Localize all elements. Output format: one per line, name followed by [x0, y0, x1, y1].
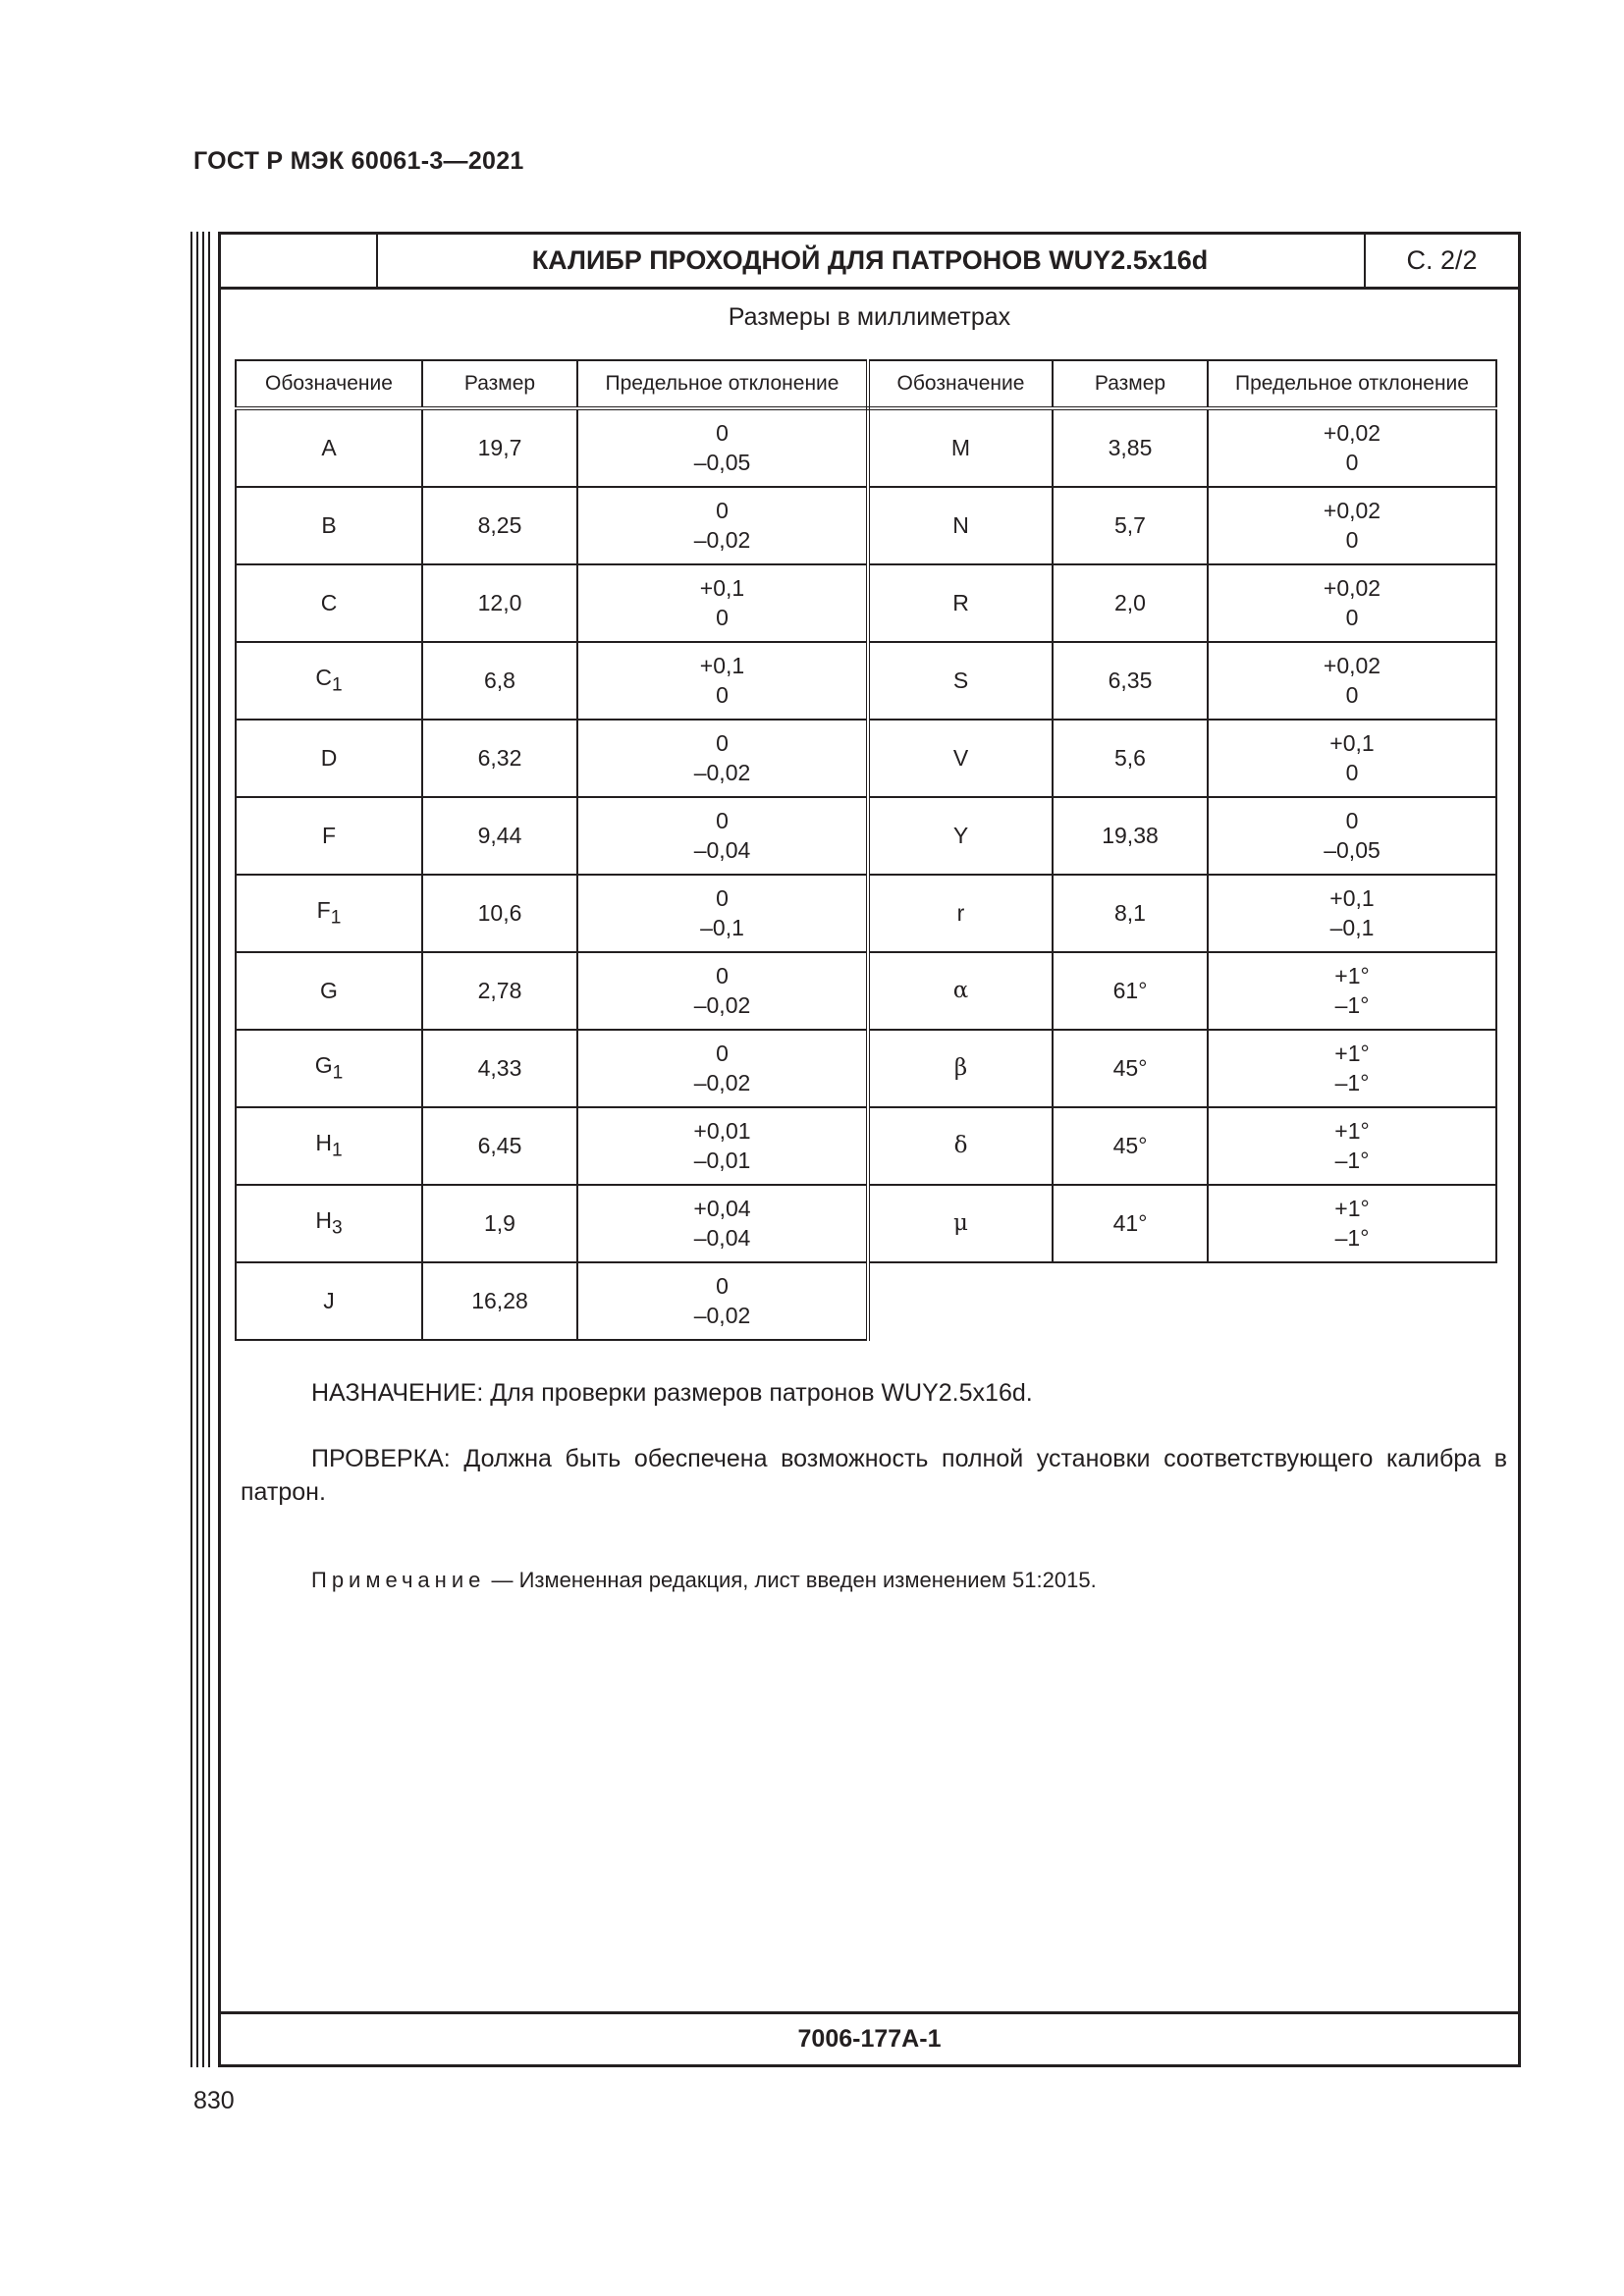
empty-cell: [868, 1262, 1496, 1340]
symbol-cell: N: [868, 487, 1053, 564]
tolerance-cell: [1208, 642, 1496, 720]
size-cell: 45°: [1053, 1107, 1208, 1185]
lower-deviation: 0: [716, 604, 729, 630]
lower-deviation: 0: [1345, 759, 1359, 785]
symbol-cell: [236, 564, 422, 642]
document-header: ГОСТ Р МЭК 60061-3—2021: [193, 147, 524, 175]
size-cell: 16,28: [422, 1262, 577, 1340]
symbol-cell: R: [868, 564, 1053, 642]
upper-deviation: 0: [716, 962, 729, 988]
table-row: [236, 720, 1496, 797]
tolerance-cell: [1208, 1185, 1496, 1262]
size-cell: 9,44: [422, 797, 577, 875]
lower-deviation: –0,02: [693, 759, 751, 785]
upper-deviation: +0,1: [699, 574, 745, 601]
size-cell: 19,7: [422, 408, 577, 487]
tolerance-cell: [1208, 564, 1496, 642]
sheet-frame: [218, 232, 1521, 2067]
dimensions-table: [235, 359, 1497, 1341]
upper-deviation: +0,1: [1329, 884, 1375, 911]
upper-deviation: 0: [716, 1272, 729, 1299]
note-text: — Измененная редакция, лист введен изменением 51:2015.: [485, 1568, 1097, 1592]
size-cell: 3,85: [1053, 408, 1208, 487]
tolerance-cell: [577, 797, 868, 875]
upper-deviation: +0,02: [1323, 652, 1381, 678]
upper-deviation: +0,02: [1323, 574, 1381, 601]
symbol: B: [321, 511, 337, 538]
upper-deviation: 0: [1345, 807, 1359, 833]
upper-deviation: +1°: [1334, 1195, 1370, 1221]
table-row: [236, 408, 1496, 487]
lower-deviation: –0,04: [693, 836, 751, 863]
symbol-subscript: 1: [331, 1140, 343, 1161]
tolerance-cell: [577, 487, 868, 564]
symbol-cell: [236, 720, 422, 797]
size-cell: 6,35: [1053, 642, 1208, 720]
tolerance-cell: [1208, 1030, 1496, 1107]
table-row: [236, 1185, 1496, 1262]
lower-deviation: –0,05: [1324, 836, 1380, 863]
table-row: [236, 642, 1496, 720]
symbol-subscript: 1: [331, 674, 343, 696]
lower-deviation: 0: [1345, 449, 1359, 475]
size-cell: 10,6: [422, 875, 577, 952]
lower-deviation: –1°: [1334, 1069, 1370, 1095]
lower-deviation: –0,02: [693, 991, 751, 1018]
size-cell: 8,25: [422, 487, 577, 564]
size-cell: 6,8: [422, 642, 577, 720]
upper-deviation: +1°: [1334, 1117, 1370, 1144]
column-header: Обозначение: [236, 360, 422, 408]
symbol: H: [315, 1129, 332, 1155]
tolerance-cell: [1208, 875, 1496, 952]
symbol-cell: β: [868, 1030, 1053, 1107]
symbol-subscript: 1: [332, 1062, 344, 1084]
page-number: 830: [193, 2087, 235, 2114]
size-cell: 6,32: [422, 720, 577, 797]
symbol: H: [315, 1206, 332, 1233]
table-header-row: [236, 360, 1496, 408]
column-header: Обозначение: [868, 360, 1053, 408]
symbol-cell: Y: [868, 797, 1053, 875]
size-cell: 1,9: [422, 1185, 577, 1262]
upper-deviation: 0: [716, 1040, 729, 1066]
symbol-cell: [236, 875, 422, 952]
table-row: [236, 1030, 1496, 1107]
upper-deviation: +1°: [1334, 1040, 1370, 1066]
upper-deviation: 0: [716, 729, 729, 756]
column-header: Предельное отклонение: [577, 360, 868, 408]
symbol-cell: [236, 1262, 422, 1340]
upper-deviation: 0: [716, 497, 729, 523]
table-row: [236, 1262, 1496, 1340]
tolerance-cell: [577, 408, 868, 487]
symbol: J: [323, 1287, 335, 1313]
symbol-cell: M: [868, 408, 1053, 487]
symbol-cell: V: [868, 720, 1053, 797]
upper-deviation: 0: [716, 807, 729, 833]
upper-deviation: +0,01: [693, 1117, 751, 1144]
lower-deviation: –0,02: [693, 1302, 751, 1328]
margin-line: [202, 232, 204, 2067]
note-label: Примечание: [311, 1568, 486, 1592]
size-cell: 5,6: [1053, 720, 1208, 797]
size-cell: 61°: [1053, 952, 1208, 1030]
symbol-cell: [236, 487, 422, 564]
symbol: C: [320, 589, 338, 615]
sheet-code: 7006-177A-1: [221, 2011, 1518, 2064]
tolerance-cell: [577, 1030, 868, 1107]
lower-deviation: 0: [716, 681, 729, 708]
tolerance-cell: [577, 952, 868, 1030]
tolerance-cell: [1208, 952, 1496, 1030]
symbol-cell: [236, 1107, 422, 1185]
upper-deviation: 0: [716, 419, 729, 446]
tolerance-cell: [577, 1185, 868, 1262]
lower-deviation: –0,02: [693, 526, 751, 553]
tolerance-cell: [1208, 797, 1496, 875]
symbol-cell: r: [868, 875, 1053, 952]
tolerance-cell: [577, 642, 868, 720]
upper-deviation: +0,02: [1323, 497, 1381, 523]
column-header: Размер: [1053, 360, 1208, 408]
symbol: A: [321, 434, 337, 460]
units-caption: Размеры в миллиметрах: [728, 303, 1011, 331]
lower-deviation: –0,1: [700, 914, 744, 940]
upper-deviation: +0,02: [1323, 419, 1381, 446]
symbol-cell: [236, 642, 422, 720]
symbol: G: [314, 1051, 333, 1078]
table-row: [236, 797, 1496, 875]
symbol: C: [315, 664, 332, 690]
tolerance-cell: [577, 564, 868, 642]
lower-deviation: –1°: [1334, 1224, 1370, 1251]
table-row: [236, 487, 1496, 564]
upper-deviation: +1°: [1334, 962, 1370, 988]
table-row: [236, 564, 1496, 642]
symbol-cell: [236, 408, 422, 487]
lower-deviation: –1°: [1334, 991, 1370, 1018]
size-cell: 5,7: [1053, 487, 1208, 564]
symbol-cell: [236, 952, 422, 1030]
margin-line: [208, 232, 210, 2067]
lower-deviation: 0: [1345, 604, 1359, 630]
lower-deviation: –0,02: [693, 1069, 751, 1095]
symbol-cell: α: [868, 952, 1053, 1030]
lower-deviation: –0,04: [693, 1224, 751, 1251]
size-cell: 45°: [1053, 1030, 1208, 1107]
margin-line: [190, 232, 192, 2067]
upper-deviation: +0,1: [1329, 729, 1375, 756]
tolerance-cell: [577, 1262, 868, 1340]
symbol: G: [320, 977, 338, 1003]
tolerance-cell: [1208, 487, 1496, 564]
table-row: [236, 875, 1496, 952]
size-cell: 6,45: [422, 1107, 577, 1185]
lower-deviation: –0,01: [693, 1147, 751, 1173]
lower-deviation: 0: [1345, 526, 1359, 553]
size-cell: 4,33: [422, 1030, 577, 1107]
size-cell: 41°: [1053, 1185, 1208, 1262]
margin-line: [196, 232, 198, 2067]
symbol: F: [321, 822, 337, 848]
size-cell: 8,1: [1053, 875, 1208, 952]
lower-deviation: –1°: [1334, 1147, 1370, 1173]
upper-deviation: +0,04: [693, 1195, 751, 1221]
symbol-cell: S: [868, 642, 1053, 720]
sheet-title: КАЛИБР ПРОХОДНОЙ ДЛЯ ПАТРОНОВ WUY2.5x16d: [376, 235, 1366, 287]
symbol: F: [316, 896, 331, 923]
size-cell: 12,0: [422, 564, 577, 642]
note: [311, 1568, 1097, 1593]
size-cell: 19,38: [1053, 797, 1208, 875]
upper-deviation: +0,1: [699, 652, 745, 678]
tolerance-cell: [1208, 1107, 1496, 1185]
sheet-page: С. 2/2: [1406, 245, 1478, 275]
column-header: Предельное отклонение: [1208, 360, 1496, 408]
check-text: ПРОВЕРКА: Должна быть обеспечена возможность полной установки соответствующего калибра в патрон.: [241, 1445, 1507, 1506]
lower-deviation: –0,05: [693, 449, 751, 475]
tolerance-cell: [1208, 408, 1496, 487]
column-header: Размер: [422, 360, 577, 408]
size-cell: 2,0: [1053, 564, 1208, 642]
symbol-cell: [236, 797, 422, 875]
tolerance-cell: [577, 720, 868, 797]
lower-deviation: 0: [1345, 681, 1359, 708]
tolerance-cell: [577, 1107, 868, 1185]
purpose-text: НАЗНАЧЕНИЕ: Для проверки размеров патронов WUY2.5x16d.: [311, 1379, 1033, 1407]
symbol-subscript: 1: [330, 907, 342, 929]
symbol-cell: δ: [868, 1107, 1053, 1185]
title-row: [221, 235, 1518, 290]
upper-deviation: 0: [716, 884, 729, 911]
size-cell: 2,78: [422, 952, 577, 1030]
symbol-cell: [236, 1185, 422, 1262]
symbol: D: [320, 744, 338, 771]
table-row: [236, 952, 1496, 1030]
symbol-cell: [236, 1030, 422, 1107]
symbol-cell: μ: [868, 1185, 1053, 1262]
lower-deviation: –0,1: [1329, 914, 1375, 940]
symbol-subscript: 3: [331, 1217, 343, 1239]
table-row: [236, 1107, 1496, 1185]
tolerance-cell: [577, 875, 868, 952]
title-blank-cell: [221, 235, 378, 287]
tolerance-cell: [1208, 720, 1496, 797]
